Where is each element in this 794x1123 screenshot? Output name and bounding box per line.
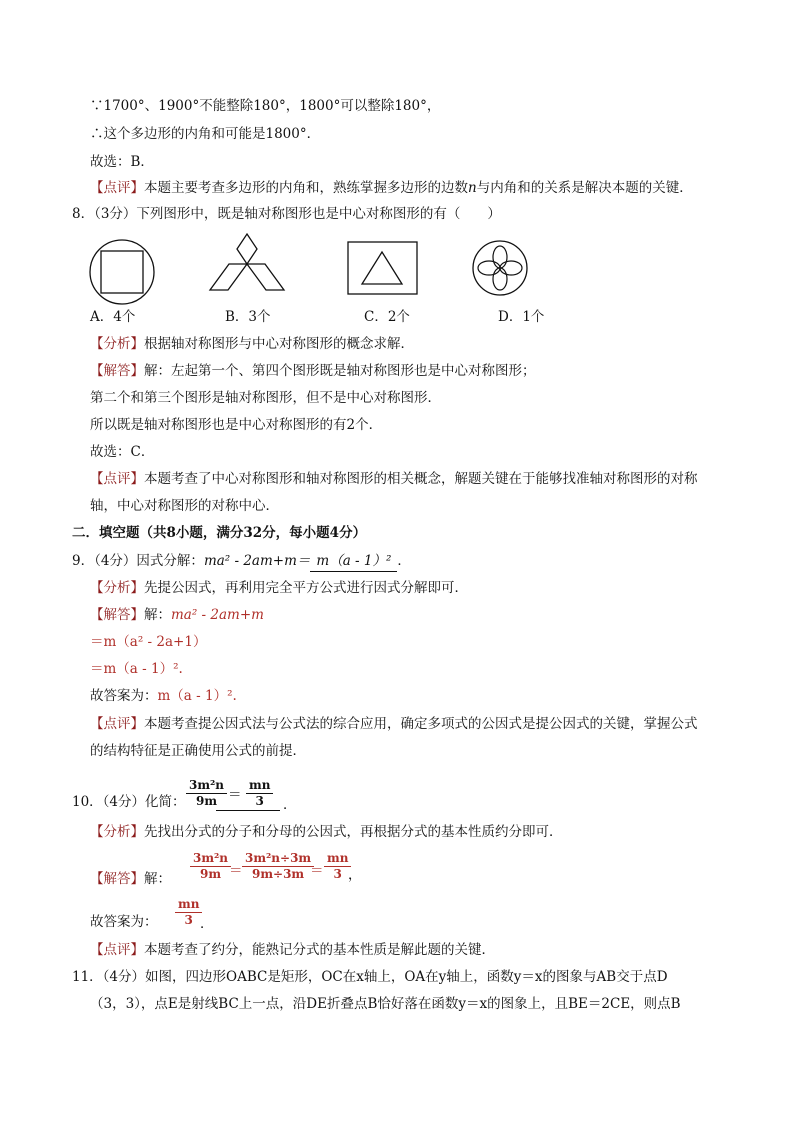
fraction-numerator: 3m²n (190, 851, 231, 867)
solution-tag: 【解答】 (90, 363, 144, 379)
option-c: C．2个 (364, 309, 410, 325)
fraction-denominator: 9m (195, 794, 218, 808)
option-b: B．3个 (225, 309, 271, 325)
fraction-question (186, 778, 227, 809)
text-line: 所以既是轴对称图形也是中心对称图形的有2个． (90, 417, 383, 433)
answer-prefix: 故答案为： (90, 688, 158, 704)
solution-expression: ma² - 2am+m (171, 607, 264, 623)
question-prefix: 9．（4分）因式分解： (72, 553, 204, 569)
answer-value: m（a - 1）². (157, 688, 237, 704)
comment-line (90, 940, 495, 960)
period: ． (200, 916, 214, 932)
comment-tag: 【点评】 (90, 471, 144, 487)
analysis-text: 根据轴对称图形与中心对称图形的概念求解． (144, 336, 414, 352)
solution-step: ＝m（a - 1）². (90, 661, 183, 677)
fraction-denominator: 3 (333, 867, 342, 881)
text-line: 的结构特征是正确使用公式的前提． (90, 743, 306, 759)
analysis-text: 先提公因式，再利用完全平方公式进行因式分解即可． (144, 580, 468, 596)
fraction-step-1 (190, 851, 231, 882)
text-line: 故选：C． (90, 444, 155, 460)
analysis-text: 先找出分式的分子和分母的公因式，再根据分式的基本性质约分即可． (144, 824, 563, 840)
equals-sign: ＝ (228, 787, 242, 803)
answer-prefix: 故答案为： (90, 914, 158, 930)
fraction-denominator: 9m÷3m (251, 867, 305, 881)
answer-underline (216, 810, 280, 811)
comment-tag: 【点评】 (90, 942, 144, 958)
fraction-numerator: 3m²n (186, 778, 227, 794)
solution-step: ＝m（a² - 2a+1） (90, 634, 207, 650)
fraction-step-2 (242, 851, 314, 882)
question-11-cont: （3，3），点E是射线BC上一点，沿DE折叠点B恰好落在函数y＝x的图象上，且BE＝2CE，则点B (90, 996, 681, 1012)
solution-line (90, 605, 264, 625)
figure-circle-petals (470, 238, 530, 298)
equals-sign: ＝ (229, 863, 243, 879)
text-line: ∵1700°、1900°不能整除180°，1800°可以整除180°， (90, 98, 441, 114)
analysis-line (90, 334, 414, 354)
option-d: D．1个 (498, 309, 545, 325)
solution-prefix: 解： (144, 607, 171, 623)
question-8: 8．（3分）下列图形中，既是轴对称图形也是中心对称图形的有（ ） (72, 206, 501, 222)
comment-text: 本题考查了中心对称图形和轴对称图形的相关概念，解题关键在于能够找准轴对称图形的对称 (144, 471, 698, 487)
fraction-denominator: 9m (199, 867, 222, 881)
analysis-tag: 【分析】 (90, 824, 144, 840)
solution-tag: 【解答】 (90, 871, 144, 887)
figure-circle-square (88, 238, 158, 308)
comment-line (90, 178, 693, 198)
section-heading: 二．填空题（共8小题，满分32分，每小题4分） (72, 525, 367, 541)
solution-text: 解：左起第一个、第四个图形既是轴对称图形也是中心对称图形； (144, 363, 536, 379)
analysis-line (90, 822, 563, 842)
solution-line (90, 869, 171, 889)
comment-text: 本题考查提公因式法与公式法的综合应用，确定多项式的公因式是提公因式的关键，掌握公式 (144, 716, 698, 732)
option-a: A．4个 (90, 309, 136, 325)
fraction-numerator: mn (175, 897, 202, 913)
question-9: 9．（4分）因式分解：ma² - 2am+m＝ m（a - 1）² ． (72, 551, 411, 572)
solution-tag: 【解答】 (90, 607, 144, 623)
analysis-tag: 【分析】 (90, 336, 144, 352)
question-expression: ma² - 2am+m＝ (203, 553, 311, 569)
comment-text-tail: 与内角和的关系是解决本题的关键． (476, 180, 693, 196)
period: ． (283, 797, 297, 813)
figure-three-rhombus (207, 232, 287, 294)
fraction-answer (246, 778, 273, 809)
variable-n: n (468, 180, 477, 196)
fraction-numerator: 3m²n÷3m (242, 851, 314, 867)
question-10-prefix: 10．（4分）化简： (72, 794, 186, 810)
text-line: 故选：B． (90, 154, 154, 170)
solution-prefix: 解： (144, 871, 171, 887)
comment-text: 本题主要考查多边形的内角和，熟练掌握多边形的边数 (144, 180, 468, 196)
text-line: 轴，中心对称图形的对称中心． (90, 498, 279, 514)
fraction-denominator: 3 (184, 913, 193, 927)
fraction-answer (175, 897, 202, 928)
equals-sign: ＝ (310, 863, 324, 879)
text-line: 第二个和第三个图形是轴对称图形，但不是中心对称图形． (90, 390, 441, 406)
comment-line (90, 714, 698, 734)
answer-line (90, 686, 237, 706)
comma: ， (348, 867, 362, 883)
analysis-line (90, 578, 468, 598)
fraction-denominator: 3 (255, 794, 264, 808)
answer-blank: m（a - 1）² (310, 551, 397, 572)
figure-rect-triangle (346, 240, 420, 296)
question-11: 11．（4分）如图，四边形OABC是矩形，OC在x轴上，OA在y轴上，函数y＝x的图象与AB交于点D (72, 969, 668, 985)
text-line: ∴这个多边形的内角和可能是1800°． (90, 126, 321, 142)
comment-text: 本题考查了约分，能熟记分式的基本性质是解此题的关键． (144, 942, 495, 958)
analysis-tag: 【分析】 (90, 580, 144, 596)
fraction-numerator: mn (246, 778, 273, 794)
comment-line (90, 469, 698, 489)
comment-tag: 【点评】 (90, 180, 144, 196)
comment-tag: 【点评】 (90, 716, 144, 732)
solution-line (90, 361, 536, 381)
fraction-numerator: mn (324, 851, 351, 867)
